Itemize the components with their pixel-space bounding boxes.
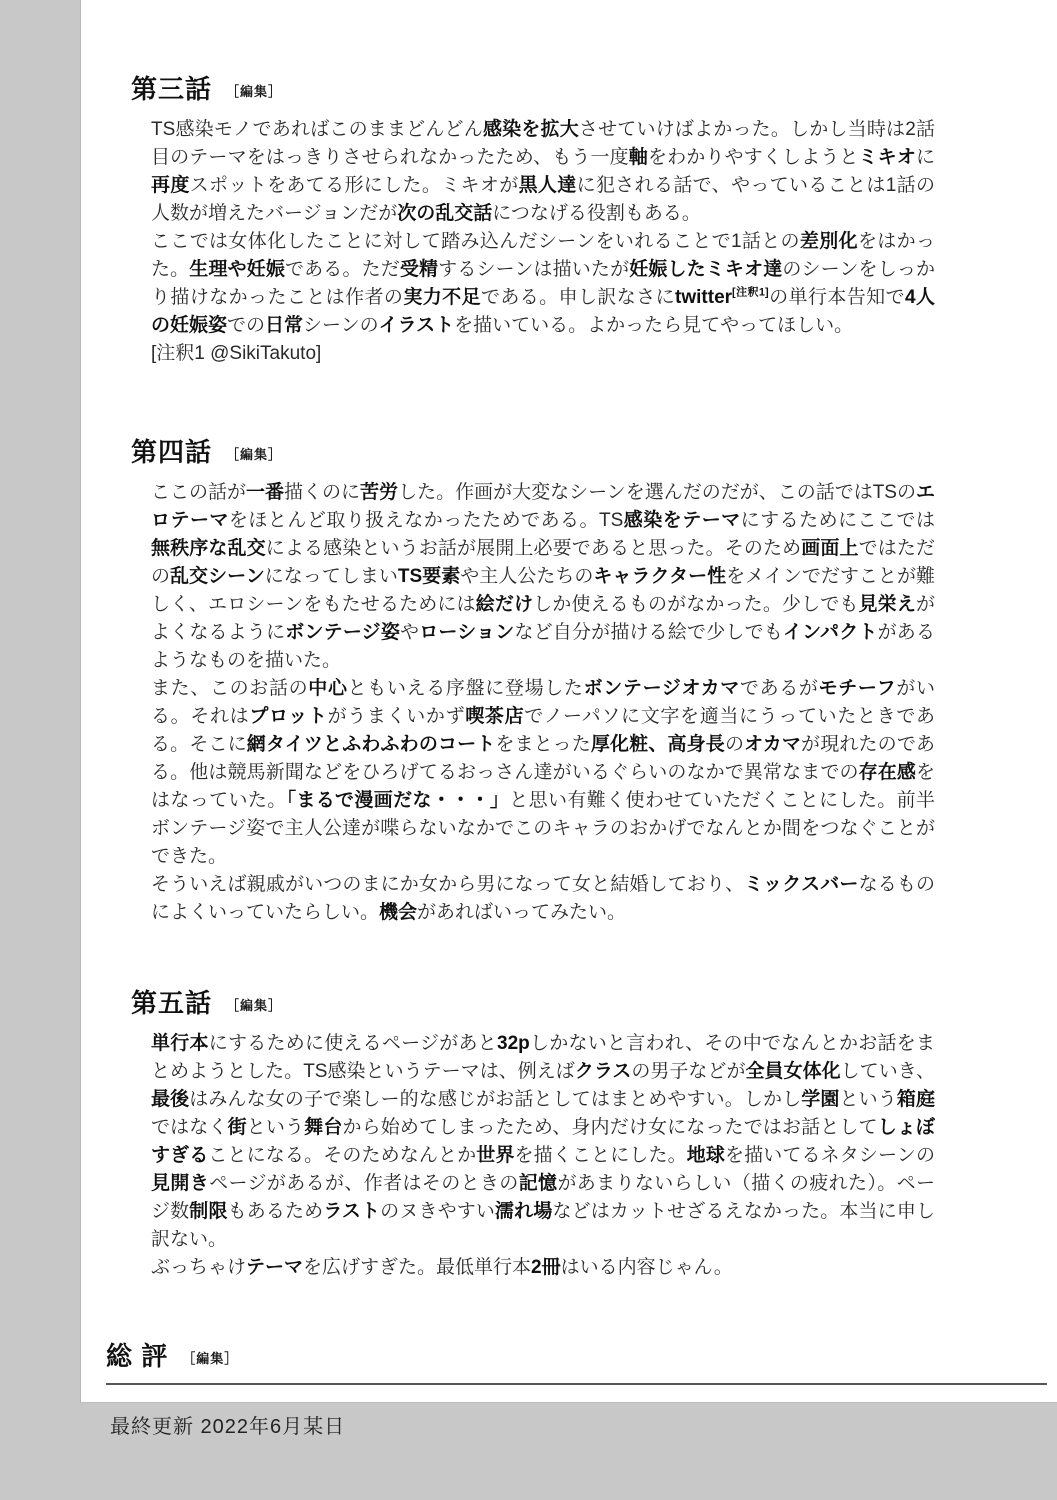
bold-text-run: 次の乱交話 bbox=[397, 203, 493, 224]
bold-text-run: 一番 bbox=[246, 482, 285, 503]
text-run: ではなく bbox=[151, 1117, 228, 1138]
bold-text-run: オカマ bbox=[744, 734, 802, 755]
text-run: ここでは女体化したことに対して踏み込んだシーンをいれることで1話との bbox=[151, 231, 800, 252]
paragraph bbox=[151, 871, 935, 927]
text-run: を描くことにした。 bbox=[514, 1145, 687, 1166]
text-run: での bbox=[227, 315, 266, 336]
bold-text-run: 地球 bbox=[686, 1145, 725, 1166]
last-updated-note: 最終更新 2022年6月某日 bbox=[110, 1416, 346, 1438]
bold-text-run: 絵だけ bbox=[475, 594, 534, 615]
text-run: から始めてしまったため、身内だけ女になったではお話として bbox=[342, 1117, 878, 1138]
text-run: につなげる役割もある。 bbox=[492, 203, 701, 224]
bold-text-run: ミキオ bbox=[858, 147, 916, 168]
bold-text-run: 生理や妊娠 bbox=[189, 259, 286, 280]
text-run: はいる内容じゃん。 bbox=[560, 1257, 733, 1278]
text-run: という bbox=[839, 1089, 897, 1110]
text-run: にするためにここでは bbox=[740, 510, 935, 531]
bold-text-run: 濡れ場 bbox=[495, 1201, 553, 1222]
text-run: の単行本告知で bbox=[768, 287, 905, 308]
chapter-3-heading bbox=[131, 73, 935, 108]
text-run: ぶっちゃけ bbox=[151, 1257, 247, 1278]
chapter-5-body bbox=[151, 1030, 935, 1282]
bold-text-run: 世界 bbox=[476, 1145, 515, 1166]
bold-text-run: 日常 bbox=[265, 315, 304, 336]
text-run: である。ただ bbox=[285, 259, 400, 280]
bold-text-run: 舞台 bbox=[304, 1117, 343, 1138]
text-run: でノーパソに文字を適当にうっていたときである。そこに bbox=[151, 706, 935, 755]
bold-text-run: イラスト bbox=[378, 315, 455, 336]
chapter-3-edit-link[interactable]: ［編集］ bbox=[226, 84, 283, 99]
text-run: があるようなものを描いた。 bbox=[151, 622, 935, 671]
summary-title: 総 評 bbox=[106, 1341, 169, 1371]
bold-text-run: 4人の妊娠姿 bbox=[151, 287, 935, 336]
text-run: ここの話が bbox=[151, 482, 247, 503]
bold-text-run: ボンテージオカマ bbox=[583, 678, 740, 699]
bold-text-run: 街 bbox=[227, 1117, 247, 1138]
footnote-line bbox=[151, 340, 935, 368]
text-run: や主人公たちの bbox=[460, 566, 594, 587]
document-page bbox=[80, 0, 1057, 1403]
text-run: しかないと言われ、その中でなんとかお話をまとめようとした。TS感染というテーマは、例えば bbox=[151, 1033, 935, 1082]
text-run: するシーンは描いたが bbox=[438, 259, 630, 280]
text-run: になってしまい bbox=[264, 566, 398, 587]
text-run: ことになる。そのためなんとか bbox=[208, 1145, 477, 1166]
text-run: のヌきやすい bbox=[380, 1201, 496, 1222]
text-run: をわかりやすくしようと bbox=[647, 147, 859, 168]
text-run: という bbox=[246, 1117, 305, 1138]
bold-text-run: 感染を拡大 bbox=[482, 119, 579, 140]
bold-text-run: モチーフ bbox=[818, 678, 897, 699]
bold-text-run: テーマ bbox=[246, 1257, 304, 1278]
paragraph bbox=[151, 228, 935, 340]
bold-text-run: 見開き bbox=[151, 1173, 210, 1194]
text-run: はみんな女の子で楽しー的な感じがお話としてはまとめやすい。しかし bbox=[189, 1089, 802, 1110]
text-run: がよくなるように bbox=[151, 594, 935, 643]
text-run: しか使えるものがなかった。少しでも bbox=[533, 594, 859, 615]
text-run: シーンの bbox=[303, 315, 379, 336]
bold-text-run: 軸 bbox=[628, 147, 648, 168]
bold-text-run: 32p bbox=[497, 1033, 530, 1054]
summary-edit-link[interactable]: ［編集］ bbox=[182, 1351, 239, 1366]
chapter-4-heading bbox=[131, 436, 935, 471]
bold-text-run: インパクト bbox=[782, 622, 878, 643]
chapter-4-body bbox=[151, 479, 935, 927]
bold-text-run: 「まるで漫画だな・・・」 bbox=[286, 790, 510, 811]
section-chapter-4 bbox=[131, 436, 935, 927]
bold-text-run: 厚化粧、高身長 bbox=[590, 734, 725, 755]
bold-text-run: 機会 bbox=[379, 902, 418, 923]
bold-text-run: 見栄え bbox=[858, 594, 916, 615]
bold-text-run: 存在感 bbox=[858, 762, 916, 783]
bold-text-run: ローション bbox=[419, 622, 515, 643]
text-run: がいる。それは bbox=[151, 678, 935, 727]
bold-text-run: 受精 bbox=[399, 259, 439, 280]
text-run: や bbox=[400, 622, 420, 643]
bold-text-run: しょぼすぎる bbox=[151, 1117, 935, 1166]
bold-text-run: 喫茶店 bbox=[465, 706, 525, 727]
chapter-5-title: 第五話 bbox=[131, 988, 213, 1018]
text-run: があればいってみたい。 bbox=[417, 902, 627, 923]
text-run: があまりないらしい（描くの疲れた）。ページ数 bbox=[151, 1173, 935, 1222]
bold-text-run: 苦労 bbox=[360, 482, 399, 503]
bold-text-run: 全員女体化 bbox=[745, 1061, 841, 1082]
text-run: であるが bbox=[739, 678, 819, 699]
text-run: ではただの bbox=[151, 538, 935, 587]
bold-text-run: プロット bbox=[249, 706, 328, 727]
chapter-5-heading bbox=[131, 987, 935, 1022]
text-run: 描くのに bbox=[284, 482, 361, 503]
text-run: など自分が描ける絵で少しでも bbox=[514, 622, 783, 643]
text-run: していき、 bbox=[840, 1061, 935, 1082]
bold-text-run: 単行本 bbox=[151, 1033, 209, 1054]
bold-text-run: キャラクター性 bbox=[593, 566, 727, 587]
bold-text-run: TS要素 bbox=[397, 566, 461, 587]
bold-text-run: twitter bbox=[675, 287, 733, 308]
chapter-4-edit-link[interactable]: ［編集］ bbox=[226, 447, 283, 462]
text-run: がうまくいかず bbox=[327, 706, 466, 727]
text-run: をほとんど取り扱えなかったためである。TS bbox=[228, 510, 624, 531]
text-run: TS感染モノであればこのままどんどん bbox=[151, 119, 483, 140]
paragraph bbox=[151, 116, 935, 228]
text-run: をはかった。 bbox=[151, 231, 935, 280]
bold-text-run: 実力不足 bbox=[403, 287, 481, 308]
text-run: をはなっていた。 bbox=[151, 762, 935, 811]
text-run: を広げすぎた。最低単行本 bbox=[303, 1257, 532, 1278]
bold-text-run: 感染をテーマ bbox=[623, 510, 741, 531]
text-run: による感染というお話が展開上必要であると思った。そのため bbox=[265, 538, 802, 559]
bold-text-run: 制限 bbox=[189, 1201, 228, 1222]
text-run: もあるため bbox=[227, 1201, 324, 1222]
bold-text-run: 再度 bbox=[151, 175, 190, 196]
text-run: なるものによくいっていたらしい。 bbox=[151, 874, 935, 923]
text-run: が現れたのである。他は競馬新聞などをひろげてるおっさん達がいるぐらいのなかで異常なまでの bbox=[151, 734, 935, 783]
chapter-3-body bbox=[151, 116, 935, 368]
bold-text-run: 乱交シーン bbox=[170, 566, 265, 587]
thanks-message bbox=[151, 1401, 935, 1403]
text-run: を描いている。よかったら見てやってほしい。 bbox=[454, 315, 854, 336]
paragraph bbox=[151, 675, 935, 871]
bold-text-run: 差別化 bbox=[799, 231, 858, 252]
text-run: にするために使えるページがあと bbox=[208, 1033, 497, 1054]
text-run: に犯される話で、やっていることは1話の人数が増えたバージョンだが bbox=[151, 175, 935, 224]
bold-text-run: 無秩序な乱交 bbox=[151, 538, 266, 559]
bold-text-run: ミックスバー bbox=[744, 874, 859, 895]
paragraph bbox=[151, 479, 935, 675]
text-run: と思い有難く使わせていただくことにした。前半ボンテージ姿で主人公達が喋らないなかでこのキャラのおかげでなんとか間をつなぐことができた。 bbox=[151, 790, 935, 867]
bold-text-run: クラス bbox=[574, 1061, 632, 1082]
page-content bbox=[81, 73, 1057, 1403]
text-run: [注釈1 @SikiTakuto] bbox=[151, 343, 322, 364]
bold-text-run: 最後 bbox=[151, 1089, 190, 1110]
chapter-5-edit-link[interactable]: ［編集］ bbox=[226, 998, 283, 1013]
section-chapter-5 bbox=[131, 987, 935, 1282]
bold-text-run: 箱庭 bbox=[896, 1089, 935, 1110]
bold-text-run: 妊娠したミキオ達 bbox=[629, 259, 783, 280]
text-run: の bbox=[724, 734, 745, 755]
paragraph bbox=[151, 1030, 935, 1254]
bold-text-run: 学園 bbox=[801, 1089, 840, 1110]
text-run: である。申し訳なさに bbox=[480, 287, 676, 308]
text-run: そういえば親戚がいつのまにか女から男になって女と結婚しており、 bbox=[151, 874, 745, 895]
text-run: ページがあるが、作者はそのときの bbox=[209, 1173, 519, 1194]
bold-text-run: 中心 bbox=[308, 678, 348, 699]
summary-heading bbox=[106, 1340, 1047, 1385]
text-run: に bbox=[915, 147, 935, 168]
bold-text-run: 2冊 bbox=[531, 1257, 561, 1278]
text-run: ともいえる序盤に登場した bbox=[347, 678, 584, 699]
text-run: のシーンをしっかり描けなかったことは作者の bbox=[151, 259, 935, 308]
text-run: などはカットせざるえなかった。本当に申し訳ない。 bbox=[151, 1201, 935, 1250]
bold-text-run: エロテーマ bbox=[151, 482, 935, 531]
paragraph bbox=[151, 1254, 935, 1282]
bold-text-run: ボンテージ姿 bbox=[285, 622, 401, 643]
chapter-3-title: 第三話 bbox=[131, 74, 213, 104]
section-summary bbox=[106, 1340, 935, 1403]
bold-text-run: ラスト bbox=[323, 1201, 381, 1222]
section-chapter-3 bbox=[131, 73, 935, 368]
text-run: させていけばよかった。しかし当時は2話目のテーマをはっきりさせられなかったため、もう一度 bbox=[151, 119, 935, 168]
bold-text-run: 黒人達 bbox=[518, 175, 577, 196]
text-run: した。作画が大変なシーンを選んだのだが、この話ではTSの bbox=[398, 482, 916, 503]
text-run: をメインでだすことが難しく、エロシーンをもたせるためには bbox=[151, 566, 935, 615]
text-run: をまとった bbox=[495, 734, 591, 755]
bold-text-run: 画面上 bbox=[801, 538, 859, 559]
bold-text-run: 網タイツとふわふわのコート bbox=[246, 734, 496, 755]
chapter-4-title: 第四話 bbox=[131, 437, 213, 467]
footnote-ref: [注釈1] bbox=[732, 286, 769, 299]
text-run: の男子などが bbox=[631, 1061, 746, 1082]
text-run: スポットをあてる形にした。ミキオが bbox=[189, 175, 519, 196]
bold-text-run: 記憶 bbox=[518, 1173, 558, 1194]
text-run: また、このお話の bbox=[151, 678, 309, 699]
text-run: を描いてるネタシーンの bbox=[725, 1145, 935, 1166]
